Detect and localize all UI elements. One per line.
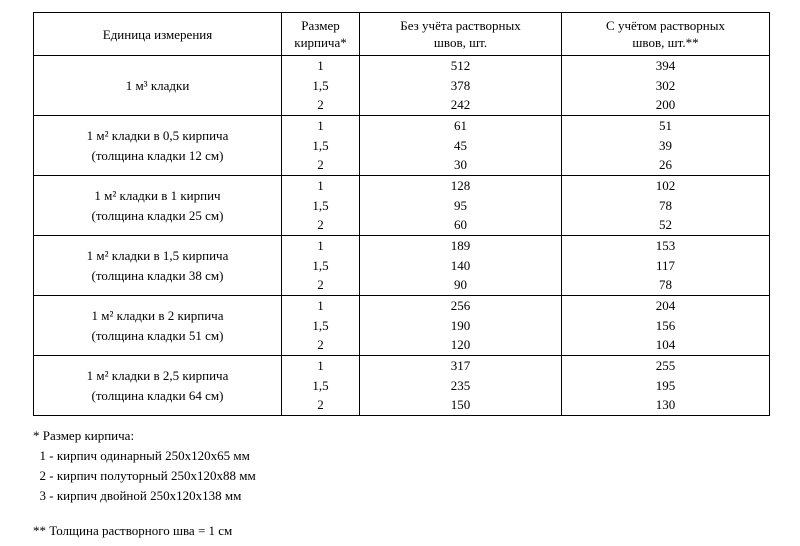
cell-value: 2 <box>317 277 324 293</box>
brick-size-note-2: 2 - кирпич полуторный 250х120х88 мм <box>33 468 256 483</box>
cell-value: 200 <box>655 97 676 113</box>
cell-value: 1 <box>317 238 324 254</box>
cell-value: 150 <box>450 397 471 413</box>
cell-brick-size <box>282 236 360 296</box>
cell-value: 1,5 <box>312 77 329 93</box>
unit-text: 1 м² кладки в 2,5 кирпича <box>86 367 229 383</box>
cell-value: 120 <box>450 337 471 353</box>
cell-value: 26 <box>659 157 672 173</box>
cell-value: 189 <box>450 238 471 254</box>
cell-without-joints <box>360 56 562 116</box>
cell-value: 512 <box>450 58 471 74</box>
table-row <box>34 356 770 416</box>
cell-value: 60 <box>454 217 467 233</box>
cell-value: 1,5 <box>312 137 329 153</box>
cell-with-joints <box>562 176 770 236</box>
header-with-line2: швов, шт.** <box>632 35 699 50</box>
cell-value: 302 <box>655 77 676 93</box>
brick-size-title: * Размер кирпича: <box>33 428 135 443</box>
cell-unit <box>34 116 282 176</box>
unit-text: 1 м² кладки в 2 кирпича <box>91 307 224 323</box>
cell-unit <box>34 56 282 116</box>
unit-text: 1 м² кладки в 1,5 кирпича <box>86 247 229 263</box>
cell-value: 1 <box>317 58 324 74</box>
cell-value: 95 <box>454 197 467 213</box>
cell-with-joints <box>562 296 770 356</box>
header-unit-label: Единица измерения <box>102 26 213 42</box>
cell-value: 156 <box>655 317 676 333</box>
cell-value: 30 <box>454 157 467 173</box>
unit-text: 1 м² кладки в 0,5 кирпича <box>86 127 229 143</box>
cell-value: 255 <box>655 358 676 374</box>
cell-value: 51 <box>659 118 672 134</box>
cell-value: 39 <box>659 137 672 153</box>
header-without-joints <box>360 13 562 56</box>
header-with-line1: С учётом растворных <box>606 18 725 33</box>
cell-value: 153 <box>655 238 676 254</box>
cell-value: 2 <box>317 337 324 353</box>
cell-without-joints <box>360 116 562 176</box>
cell-value: 256 <box>450 298 471 314</box>
cell-brick-size <box>282 296 360 356</box>
brick-size-note-1: 1 - кирпич одинарный 250х120х65 мм <box>33 448 250 463</box>
cell-value: 1 <box>317 118 324 134</box>
table-row <box>34 56 770 116</box>
cell-with-joints <box>562 116 770 176</box>
cell-value: 1,5 <box>312 377 329 393</box>
table-row <box>34 296 770 356</box>
cell-value: 1 <box>317 358 324 374</box>
cell-value: 45 <box>454 137 467 153</box>
header-brick-size-line1: Размер <box>301 18 340 33</box>
cell-value: 1 <box>317 298 324 314</box>
cell-brick-size <box>282 56 360 116</box>
header-without-line2: швов, шт. <box>433 35 488 50</box>
header-brick-size <box>282 13 360 56</box>
cell-value: 2 <box>317 397 324 413</box>
cell-value: 52 <box>659 217 672 233</box>
unit-text: 1 м³ кладки <box>125 77 190 93</box>
cell-value: 2 <box>317 217 324 233</box>
cell-without-joints <box>360 296 562 356</box>
mortar-joint-note: ** Толщина растворного шва = 1 см <box>33 523 233 538</box>
cell-value: 394 <box>655 58 676 74</box>
cell-value: 128 <box>450 178 471 194</box>
cell-without-joints <box>360 176 562 236</box>
header-without-line1: Без учёта растворных <box>400 18 521 33</box>
cell-value: 102 <box>655 178 676 194</box>
cell-value: 1 <box>317 178 324 194</box>
header-brick-size-line2: кирпича* <box>294 35 347 50</box>
cell-value: 1,5 <box>312 257 329 273</box>
footnotes <box>33 426 256 541</box>
unit-text: (толщина кладки 25 см) <box>91 207 224 223</box>
cell-unit <box>34 296 282 356</box>
table-row <box>34 116 770 176</box>
cell-value: 204 <box>655 298 676 314</box>
cell-brick-size <box>282 116 360 176</box>
cell-value: 130 <box>655 397 676 413</box>
cell-with-joints <box>562 236 770 296</box>
cell-value: 235 <box>450 377 471 393</box>
cell-unit <box>34 236 282 296</box>
cell-with-joints <box>562 56 770 116</box>
cell-value: 190 <box>450 317 471 333</box>
unit-text: (толщина кладки 51 см) <box>91 327 224 343</box>
cell-value: 104 <box>655 337 676 353</box>
cell-value: 242 <box>450 97 471 113</box>
table-row <box>34 176 770 236</box>
cell-value: 140 <box>450 257 471 273</box>
cell-with-joints <box>562 356 770 416</box>
cell-value: 2 <box>317 157 324 173</box>
cell-value: 117 <box>655 257 676 273</box>
cell-value: 378 <box>450 77 471 93</box>
cell-brick-size <box>282 176 360 236</box>
cell-value: 1,5 <box>312 197 329 213</box>
cell-unit <box>34 356 282 416</box>
unit-text: (толщина кладки 64 см) <box>91 387 224 403</box>
unit-text: (толщина кладки 38 см) <box>91 267 224 283</box>
brick-consumption-table <box>33 12 770 416</box>
header-with-joints <box>562 13 770 56</box>
unit-text: (толщина кладки 12 см) <box>91 147 224 163</box>
cell-without-joints <box>360 356 562 416</box>
cell-value: 1,5 <box>312 317 329 333</box>
brick-size-note-3: 3 - кирпич двойной 250х120х138 мм <box>33 488 242 503</box>
cell-value: 195 <box>655 377 676 393</box>
header-unit <box>34 13 282 56</box>
cell-value: 78 <box>659 277 672 293</box>
cell-without-joints <box>360 236 562 296</box>
table-header-row <box>34 13 770 56</box>
cell-value: 2 <box>317 97 324 113</box>
cell-brick-size <box>282 356 360 416</box>
cell-value: 317 <box>450 358 471 374</box>
cell-value: 61 <box>454 118 467 134</box>
cell-value: 90 <box>454 277 467 293</box>
unit-text: 1 м² кладки в 1 кирпич <box>94 187 221 203</box>
cell-unit <box>34 176 282 236</box>
table-row <box>34 236 770 296</box>
cell-value: 78 <box>659 197 672 213</box>
